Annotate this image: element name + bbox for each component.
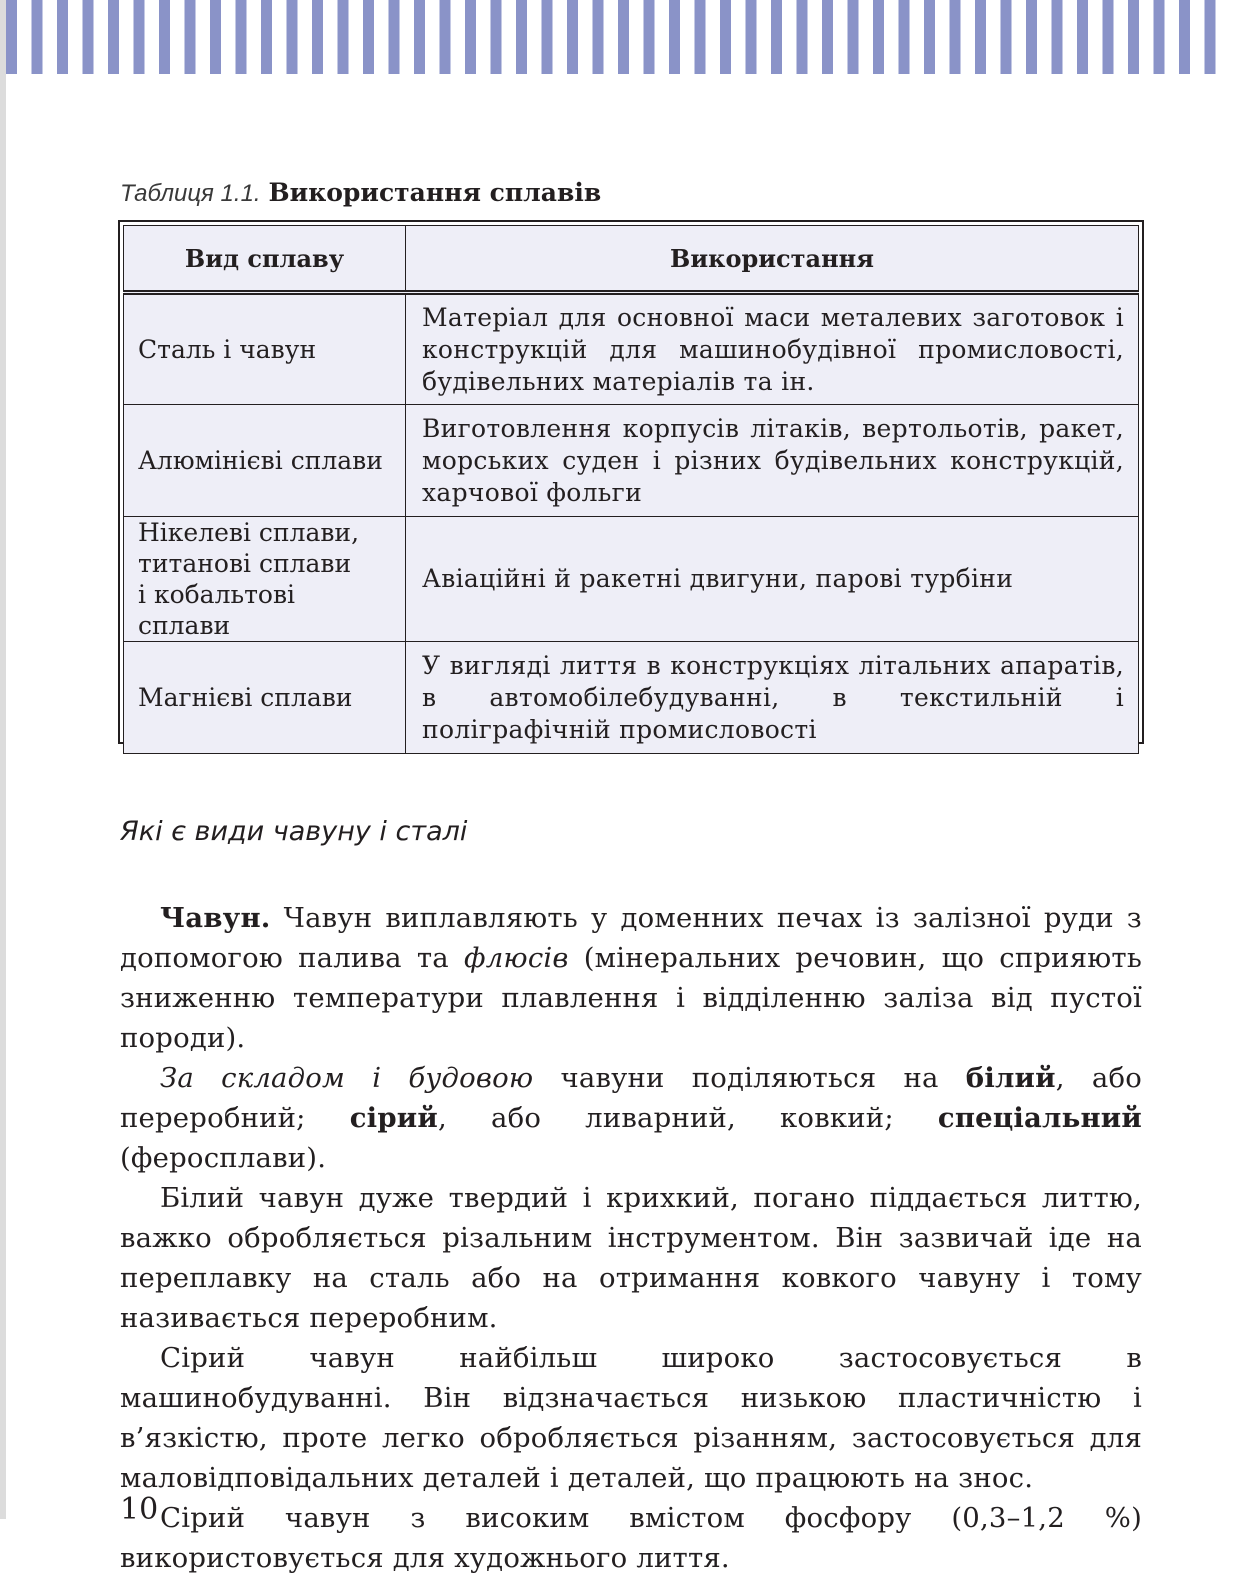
paragraph-text: чавуни поділяються на [533, 1062, 966, 1094]
alloys-table [123, 225, 1139, 754]
paragraph-text: , або переробний; [120, 1062, 1143, 1134]
table-row [124, 293, 1139, 405]
alloy-kind-line: титанові сплави [138, 549, 352, 578]
alloy-kind-line: Нікелеві сплави, [138, 518, 360, 547]
alloys-table-frame [118, 220, 1144, 744]
column-header-kind: Вид сплаву [124, 226, 406, 293]
table-caption-label: Таблиця 1.1. [120, 180, 261, 207]
paragraph-text: , або ливарний, ковкий; [437, 1102, 938, 1134]
term-bold: білий [965, 1062, 1056, 1094]
paragraph-text: (мінеральних речовин, що сприяють зниженню температури плавлення і відділенню заліза від пустої породи). [120, 942, 1142, 1054]
alloy-use-cell: Авіаційні й ракетні двигуни, парові турбіни [406, 517, 1139, 642]
column-header-use: Використання [406, 226, 1139, 293]
table-header-row [124, 226, 1139, 293]
alloy-kind-cell: Магнієві сплави [124, 642, 406, 754]
term-bold: спеціальний [937, 1102, 1143, 1134]
paragraph [120, 1058, 1142, 1178]
paragraph: Сірий чавун з високим вмістом фосфору (0,3–1,2 %) використовується для художнього лиття. [120, 1502, 1142, 1574]
paragraph-text: (феросплави). [120, 1142, 327, 1174]
table-row [124, 405, 1139, 517]
section-heading: Які є види чавуну і сталі [120, 816, 468, 847]
alloy-use-cell: У вигляді лиття в конструкціях літальних апаратів, в автомобілебудуванні, в текстильній і поліграфічній промисловості [406, 642, 1139, 754]
alloy-use-cell: Виготовлення корпусів літаків, вертольотів, ракет, морських суден і різних будівельних конструкцій, харчової фольги [406, 405, 1139, 517]
alloy-kind-line: і кобальтові сплави [138, 580, 296, 640]
paragraph [120, 898, 1142, 1058]
paragraph: Білий чавун дуже твердий і крихкий, погано піддається литтю, важко обробляється різальним інструментом. Він зазвичай іде на переплавку на сталь або на отримання ковкого чавуну і тому називається переробним. [120, 1182, 1142, 1334]
table-row [124, 642, 1139, 754]
table-row [124, 517, 1139, 642]
alloy-kind-cell [124, 517, 406, 642]
term-bold: Чавун. [160, 902, 271, 934]
paragraph: Сірий чавун найбільш широко застосовується в машинобудуванні. Він відзначається низькою пластичністю і в’язкістю, проте легко обробляється різанням, застосовується для маловідповідальних деталей і деталей, що працюють на знос. [120, 1342, 1142, 1494]
alloy-use-cell: Матеріал для основної маси металевих заготовок і конструкцій для машинобудівної промисловості, будівельних матеріалів та ін. [406, 293, 1139, 405]
term-italic: флюсів [463, 942, 569, 974]
page-edge [0, 0, 6, 1519]
body-text [120, 898, 1142, 1578]
term-bold: сірий [349, 1102, 438, 1134]
table-caption-title: Використання сплавів [268, 178, 602, 207]
page-number: 10 [120, 1492, 159, 1527]
alloy-kind-cell: Алюмінієві сплави [124, 405, 406, 517]
alloy-kind-cell: Сталь і чавун [124, 293, 406, 405]
table-caption [120, 176, 601, 211]
paragraph-text: Чавун виплавляють у доменних печах із залізної руди з допомогою палива та [120, 902, 1142, 974]
term-italic: За складом і будовою [160, 1062, 534, 1094]
decorative-stripe-band [6, 0, 1228, 74]
